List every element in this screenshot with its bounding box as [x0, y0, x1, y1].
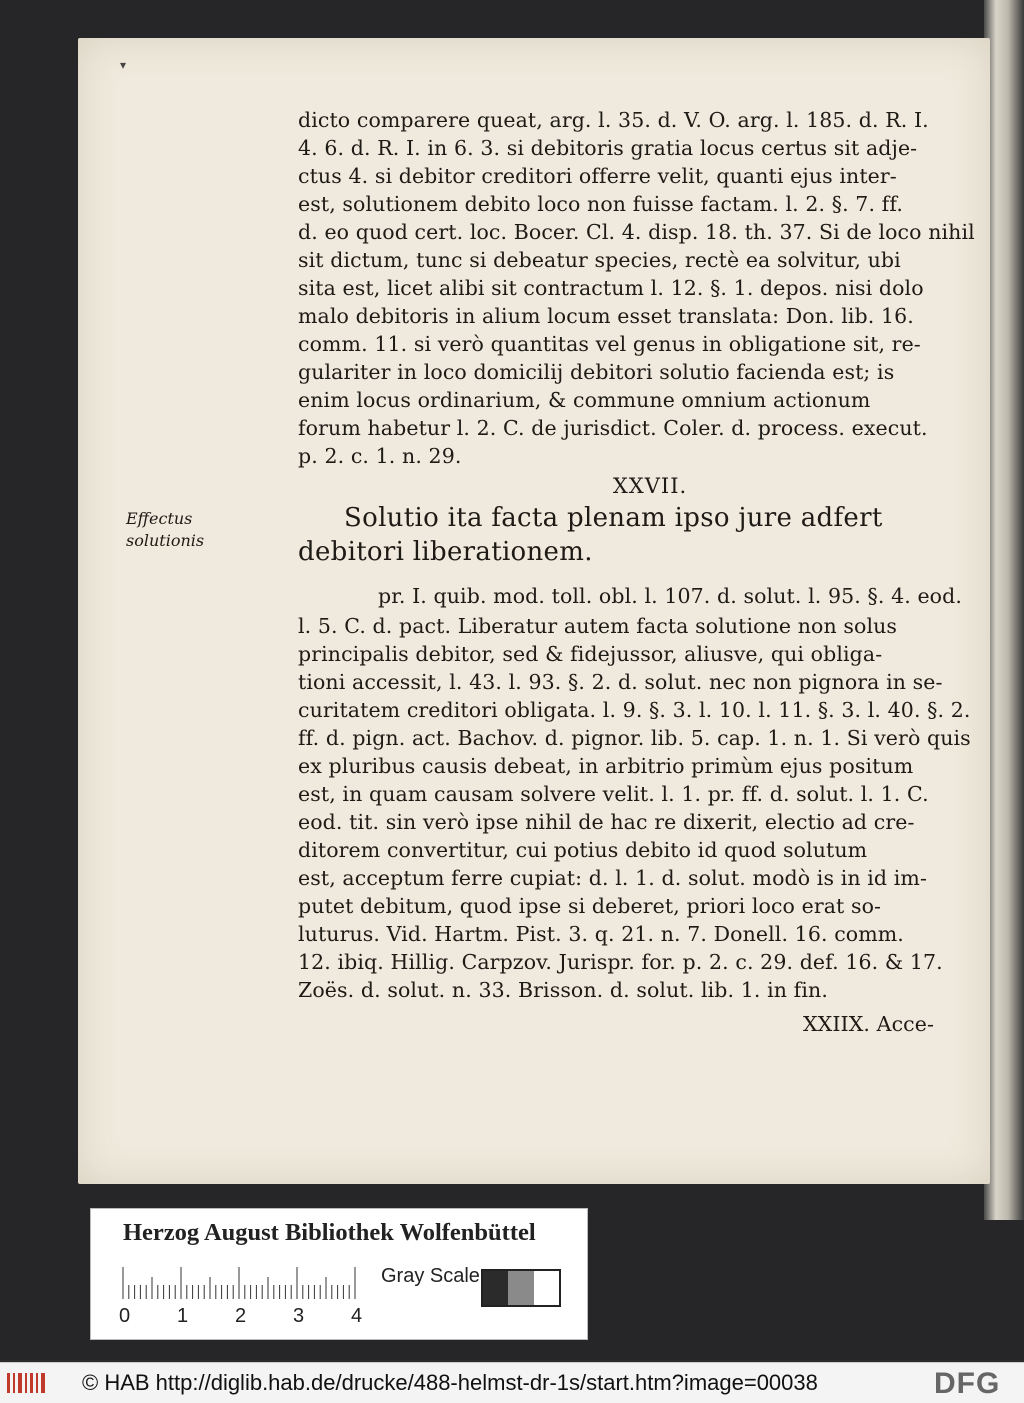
text-line: putet debitum, quod ipse si deberet, priori loco erat so- [298, 894, 882, 918]
text-line: p. 2. c. 1. n. 29. [298, 444, 462, 468]
color-target-card [90, 1208, 588, 1340]
scale-ruler [121, 1265, 357, 1299]
text-line: dicto comparere queat, arg. l. 35. d. V. O. arg. l. 185. d. R. I. [298, 108, 929, 132]
text-line: sit dictum, tunc si debeatur species, rectè ea solvitur, ubi [298, 248, 901, 272]
text-line: tioni accessit, l. 43. l. 93. §. 2. d. solut. nec non pignora in se- [298, 670, 943, 694]
thesis-line: debitori liberationem. [298, 537, 593, 567]
ruler-labels [115, 1305, 375, 1327]
source-url[interactable]: © HAB http://diglib.hab.de/drucke/488-helmst-dr-1s/start.htm?image=00038 [82, 1370, 818, 1395]
catchword: XXIIX. Acce- [802, 1012, 934, 1036]
ruler-label: 0 [119, 1305, 131, 1327]
text-line: comm. 11. si verò quantitas vel genus in obligatione sit, re- [298, 332, 921, 356]
library-name: Herzog August Bibliothek Wolfenbüttel [123, 1219, 536, 1246]
text-line: 4. 6. d. R. I. in 6. 3. si debitoris gratia locus certus sit adje- [298, 136, 918, 160]
text-line: eod. tit. sin verò ipse nihil de hac re dixerit, electio ad cre- [298, 810, 915, 834]
text-line: pr. I. quib. mod. toll. obl. l. 107. d. solut. l. 95. §. 4. eod. [378, 584, 962, 608]
text-line: enim locus ordinarium, & commune omnium actionum [298, 388, 871, 412]
ruler-label: 2 [235, 1305, 247, 1327]
text-line: forum habetur l. 2. C. de jurisdict. Coler. d. process. execut. [298, 416, 928, 440]
section-number: XXVII. [612, 474, 688, 498]
text-line: l. 5. C. d. pact. Liberatur autem facta solutione non solus [298, 614, 898, 638]
text-line: malo debitoris in alium locum esset translata: Don. lib. 16. [298, 304, 914, 328]
page-mark: ▾ [120, 58, 127, 72]
swatch-dark [483, 1271, 508, 1305]
text-line: ctus 4. si debitor creditori offerre velit, quanti ejus inter- [298, 164, 897, 188]
marginal-note: Effectus solutionis [126, 509, 205, 550]
text-line: curitatem creditori obligata. l. 9. §. 3. l. 10. l. 11. §. 3. l. 40. §. 2. [298, 698, 971, 722]
text-line: ditorem convertitur, cui potius debito id quod solutum [298, 838, 868, 862]
text-line: d. eo quod cert. loc. Bocer. Cl. 4. disp. 18. th. 37. Si de loco nihil [298, 220, 975, 244]
swatch-light [534, 1271, 559, 1305]
swatch-mid [508, 1271, 533, 1305]
barcode-icon [6, 1372, 46, 1394]
text-line: ex pluribus causis debeat, in arbitrio primùm ejus positum [298, 754, 914, 778]
text-line: ff. d. pign. act. Bachov. d. pignor. lib. 5. cap. 1. n. 1. Si verò quis [298, 726, 971, 750]
text-line: principalis debitor, sed & fidejussor, aliusve, qui obliga- [298, 642, 883, 666]
text-line: Zoës. d. solut. n. 33. Brisson. d. solut. lib. 1. in fin. [298, 978, 828, 1002]
text-line: sita est, licet alibi sit contractum l. 12. §. 1. depos. nisi dolo [298, 276, 924, 300]
gray-scale-swatches [481, 1269, 561, 1307]
ruler-label: 3 [293, 1305, 305, 1327]
text-line: est, acceptum ferre cupiat: d. l. 1. d. solut. modò is in id im- [298, 866, 927, 890]
text-line: est, solutionem debito loco non fuisse factam. l. 2. §. 7. ff. [298, 192, 903, 216]
ruler-label: 1 [177, 1305, 189, 1327]
gray-scale-label: Gray Scale [381, 1265, 480, 1287]
ruler-label: 4 [351, 1305, 363, 1327]
text-line: 12. ibiq. Hillig. Carpzov. Jurispr. for. p. 2. c. 29. def. 16. & 17. [298, 950, 943, 974]
text-line: est, in quam causam solvere velit. l. 1. pr. ff. d. solut. l. 1. C. [298, 782, 929, 806]
text-line: luturus. Vid. Hartm. Pist. 3. q. 21. n. 7. Donell. 16. comm. [298, 922, 904, 946]
text-line: gulariter in loco domicilij debitori solutio facienda est; is [298, 360, 895, 384]
viewer-footer [0, 1362, 1024, 1403]
book-spine-edge [984, 0, 1024, 1220]
thesis-line: Solutio ita facta plenam ipso jure adfert [344, 503, 883, 533]
dfg-logo: DFG [934, 1367, 1001, 1400]
